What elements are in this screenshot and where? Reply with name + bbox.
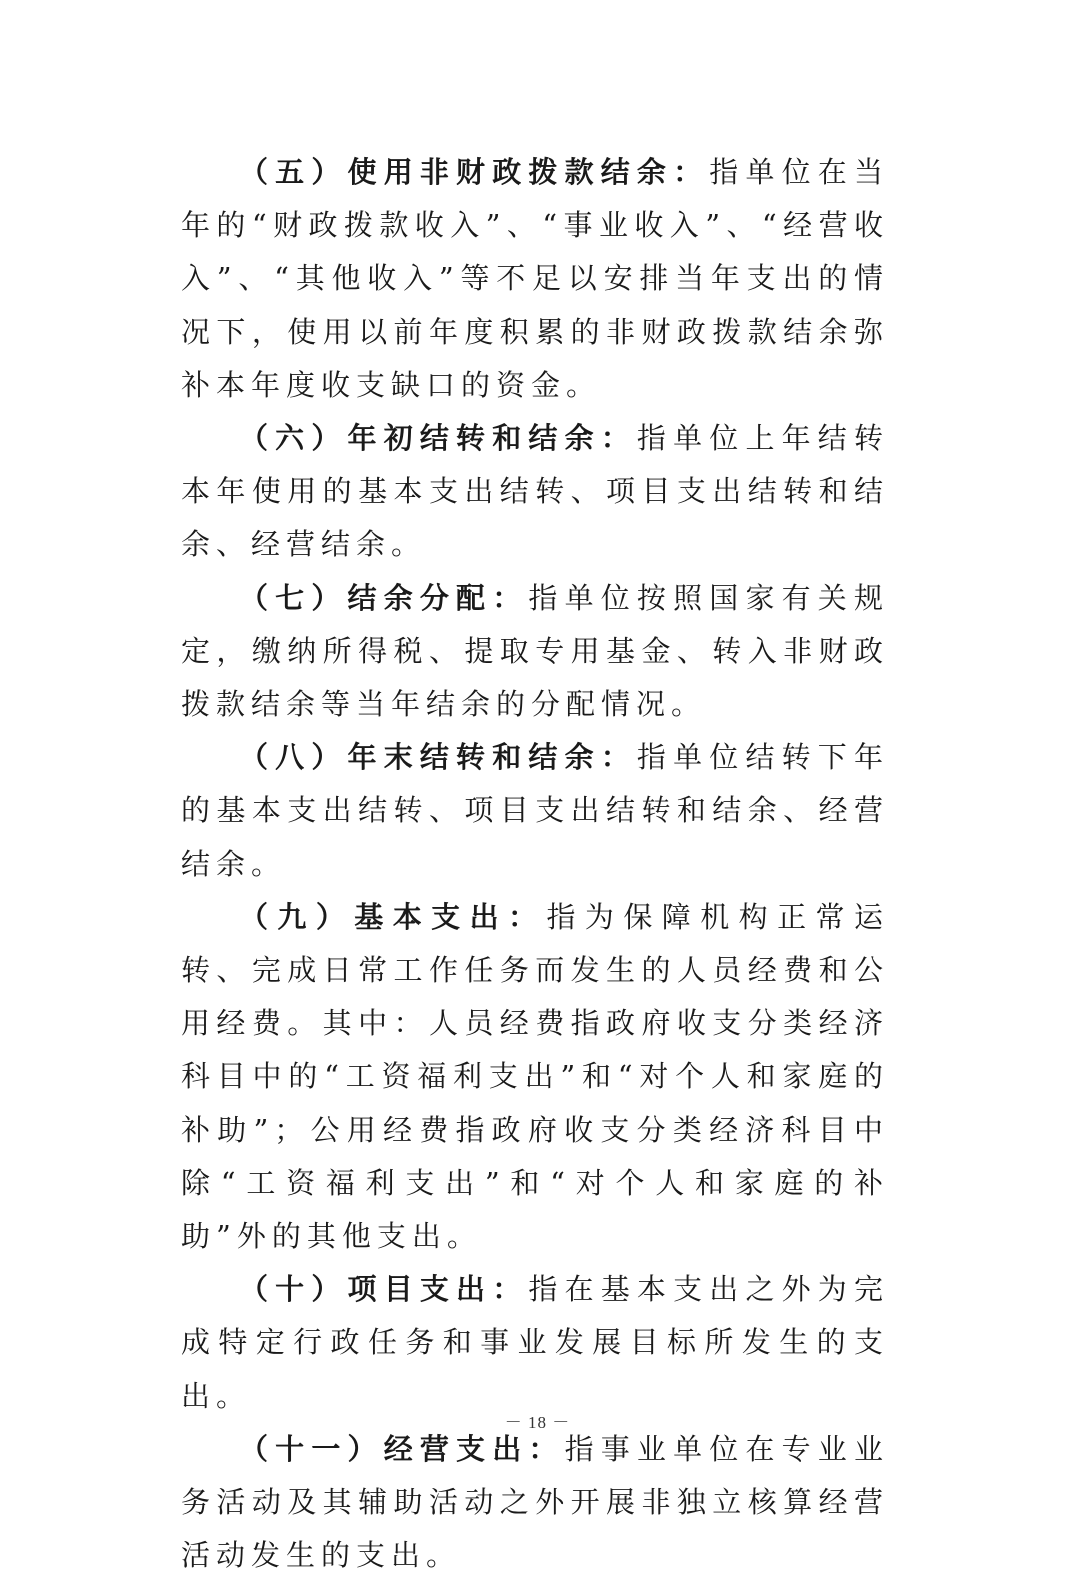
term-definition: 指为保障机构正常运转、完成日常工作任务而发生的人员经费和公用经费。其中：人员经费指政府收支分类经济科目中的“工资福利支出”和“对个人和家庭的补助”；公用经费指政府收支分类经济科目中除“工资福利支出”和“对个人和家庭的补助”外的其他支出。 [181,899,889,1254]
term-heading: （八）年末结转和结余： [239,740,637,775]
paragraph-item-8 [181,731,889,891]
term-heading: （十）项目支出： [239,1272,529,1307]
term-definition: 指在基本支出之外为完成特定行政任务和事业发展目标所发生的支出。 [181,1272,889,1413]
paragraph-item-11 [181,1423,889,1582]
paragraph-item-6 [181,412,889,572]
term-heading: （十一）经营支出： [239,1431,565,1466]
page-number: － 18 － [504,1413,571,1432]
paragraph-item-5 [181,146,889,412]
term-definition: 指单位上年结转本年使用的基本支出结转、项目支出结转和结余、经营结余。 [181,421,889,562]
term-definition: 指单位在当年的“财政拨款收入”、“事业收入”、“经营收入”、“其他收入”等不足以安排当年支出的情况下，使用以前年度积累的非财政拨款结余弥补本年度收支缺口的资金。 [181,155,889,402]
term-definition: 指单位结转下年的基本支出结转、项目支出结转和结余、经营结余。 [181,740,889,881]
term-heading: （七）结余分配： [239,580,529,615]
paragraph-item-10 [181,1263,889,1423]
term-heading: （五）使用非财政拨款结余： [239,155,710,189]
term-heading: （六）年初结转和结余： [239,421,637,456]
term-heading: （九）基本支出： [239,899,547,934]
term-definition: 指事业单位在专业业务活动及其辅助活动之外开展非独立核算经营活动发生的支出。 [181,1431,889,1573]
document-body [181,146,889,1582]
paragraph-item-7 [181,572,889,732]
term-definition: 指单位按照国家有关规定，缴纳所得税、提取专用基金、转入非财政拨款结余等当年结余的分配情况。 [181,580,889,722]
paragraph-item-9 [181,891,889,1263]
